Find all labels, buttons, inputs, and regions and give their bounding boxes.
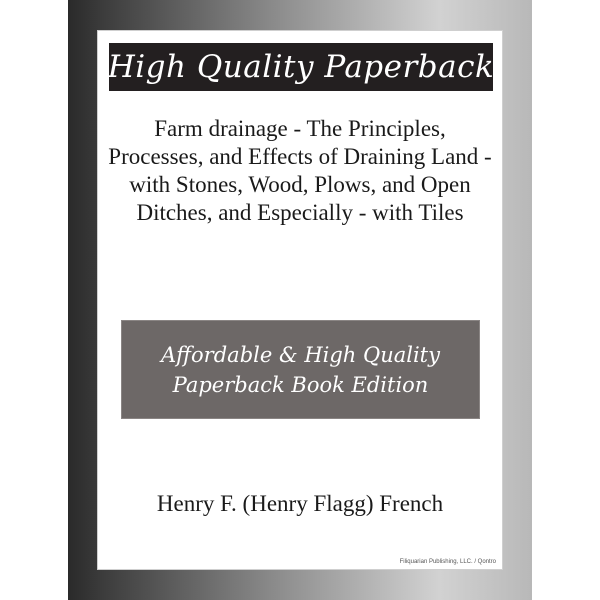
book-title: Farm drainage - The Principles, Processes, and Effects of Draining Land - with Stones, Wood, Plows, and Open Ditches, and Especially - with Tiles — [108, 116, 492, 225]
promo-box — [121, 320, 480, 419]
book-author: Henry F. (Henry Flagg) French — [156, 491, 444, 516]
cover-panel — [97, 30, 503, 570]
cover-banner: High Quality Paperback — [109, 43, 493, 91]
promo-line-2: Paperback Book Edition — [172, 372, 429, 397]
publisher-imprint: Filiquarian Publishing, LLC. / Qontro — [399, 559, 496, 565]
promo-line-1: Affordable & High Quality — [161, 342, 440, 367]
